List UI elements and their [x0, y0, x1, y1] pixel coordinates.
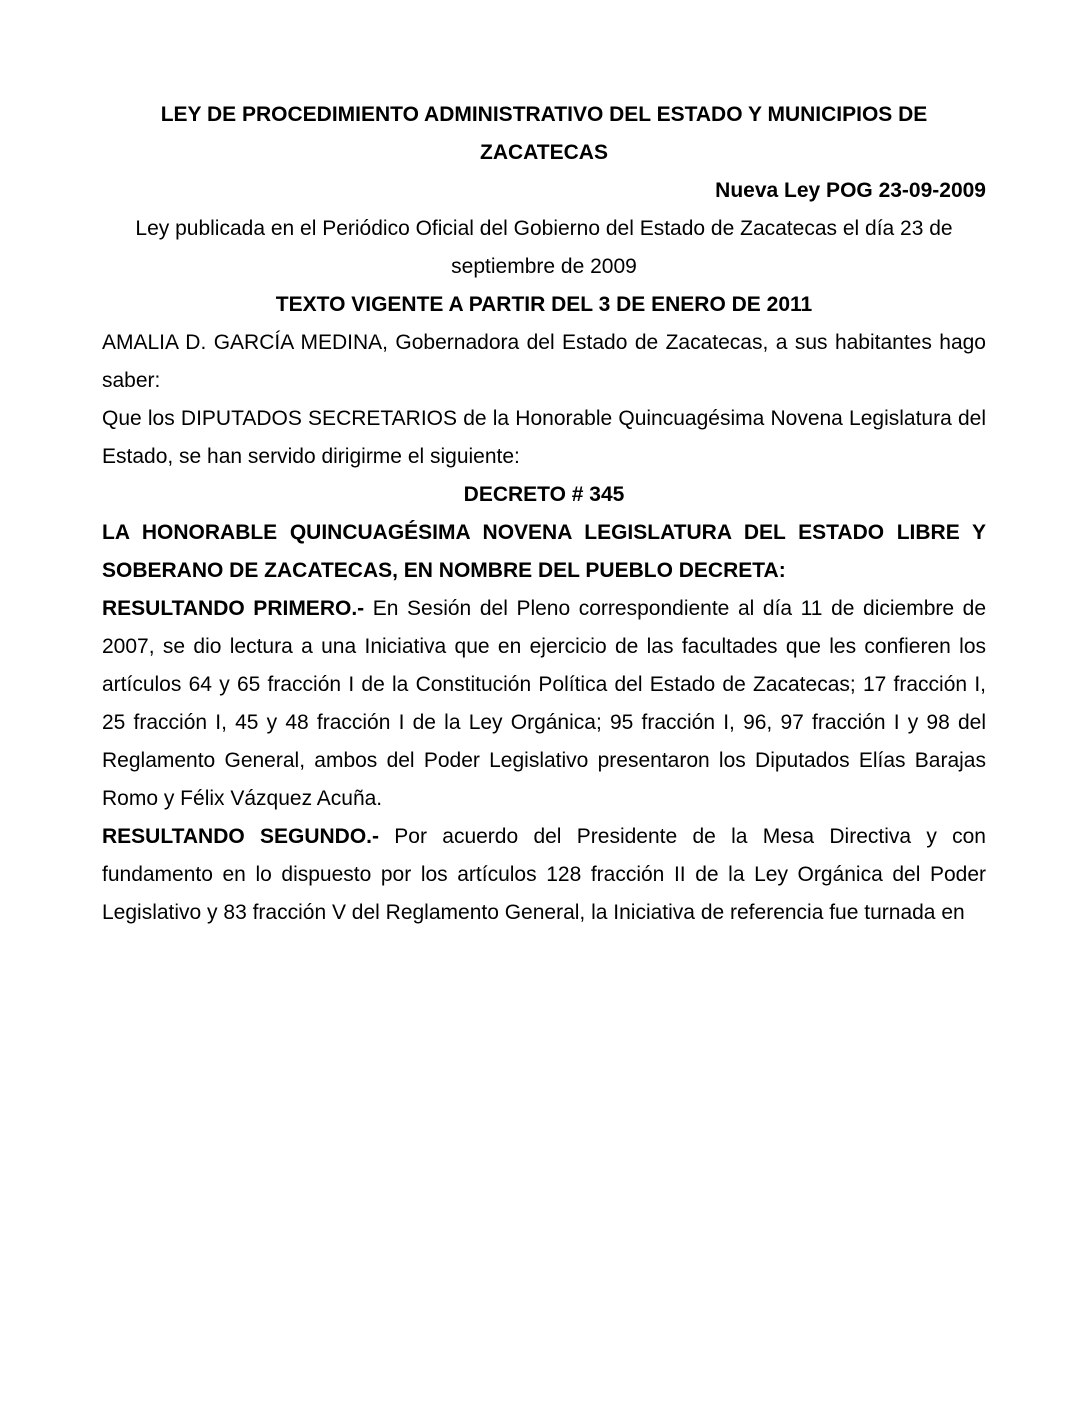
resultando-segundo-lead: RESULTANDO SEGUNDO.-: [102, 825, 380, 848]
governor-proclamation: AMALIA D. GARCÍA MEDINA, Gobernadora del Estado de Zacatecas, a sus habitantes hago saber:: [102, 331, 986, 392]
resultando-primero-lead: RESULTANDO PRIMERO.-: [102, 597, 365, 620]
decree-statement: LA HONORABLE QUINCUAGÉSIMA NOVENA LEGISLATURA DEL ESTADO LIBRE Y SOBERANO DE ZACATECAS, EN NOMBRE DEL PUEBLO DECRETA:: [102, 521, 986, 582]
new-law-reference: Nueva Ley POG 23-09-2009: [715, 179, 986, 202]
resultando-segundo-text: Por acuerdo del Presidente de la Mesa Directiva y con fundamento en lo dispuesto por los artículos 128 fracción II de la Ley Orgánica del Poder Legislativo y 83 fracción V del Reglamento General, la Iniciativa de referencia fue turnada en: [102, 825, 986, 924]
resultando-primero-text: En Sesión del Pleno correspondiente al día 11 de diciembre de 2007, se dio lectura a una Iniciativa que en ejercicio de las facultades que les confieren los artículos 64 y 65 fracción I de la Constitución Política del Estado de Zacatecas; 17 fracción I, 25 fracción I, 45 y 48 fracción I de la Ley Orgánica; 95 fracción I, 96, 97 fracción I y 98 del Reglamento General, ambos del Poder Legislativo presentaron los Diputados Elías Barajas Romo y Félix Vázquez Acuña.: [102, 597, 987, 810]
publication-note: Ley publicada en el Periódico Oficial del Gobierno del Estado de Zacatecas el día 23 de septiembre de 2009: [135, 217, 953, 278]
transmittal-paragraph: Que los DIPUTADOS SECRETARIOS de la Honorable Quincuagésima Novena Legislatura del Estado, se han servido dirigirme el siguiente:: [102, 407, 986, 468]
effective-text-note: TEXTO VIGENTE A PARTIR DEL 3 DE ENERO DE 2011: [275, 293, 813, 316]
document-title: LEY DE PROCEDIMIENTO ADMINISTRATIVO DEL ESTADO Y MUNICIPIOS DE ZACATECAS: [160, 103, 928, 164]
resultando-segundo-paragraph: [102, 818, 986, 932]
resultando-primero-paragraph: [102, 590, 986, 818]
decree-heading: DECRETO # 345: [463, 483, 625, 506]
